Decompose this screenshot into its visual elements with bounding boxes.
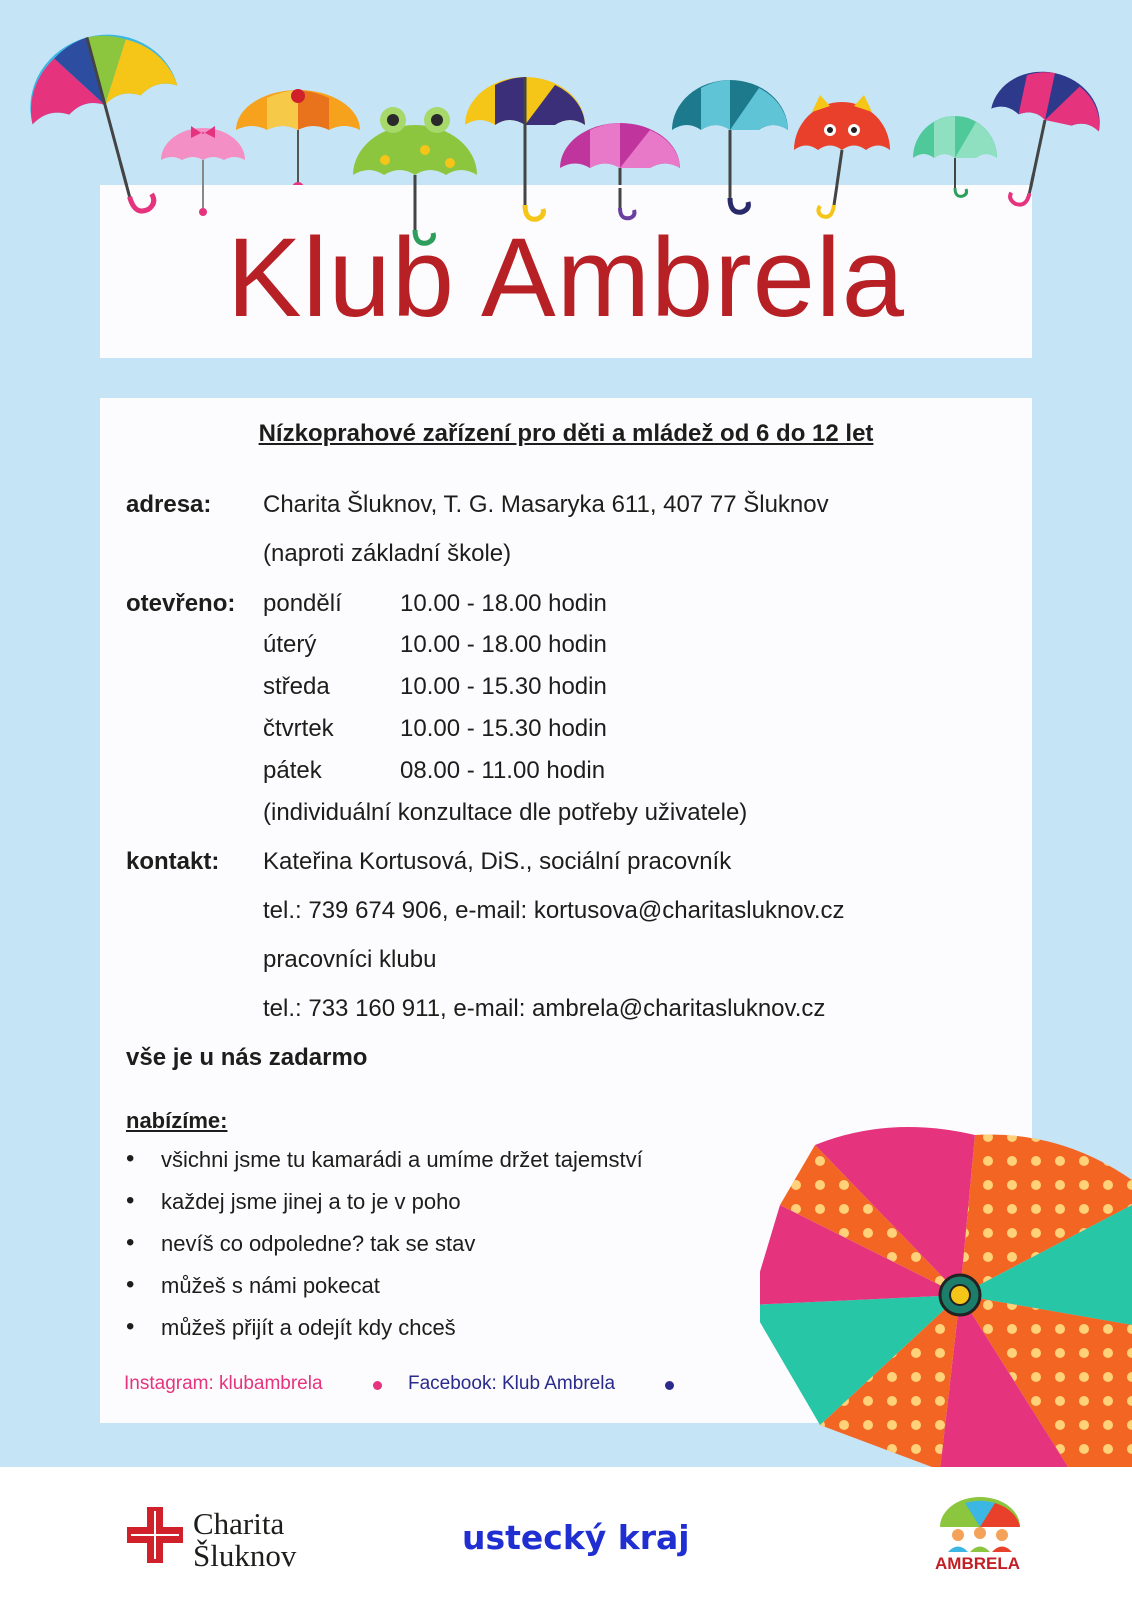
offer-list	[126, 1147, 643, 1357]
list-item: • můžeš přijít a odejít kdy chceš	[126, 1315, 643, 1357]
bullet-dot-icon	[373, 1381, 382, 1390]
day-hours: 08.00 - 11.00 hodin	[400, 757, 606, 784]
contact-staff-phone-email[interactable]: tel.: 733 160 911, e-mail: ambrela@charitasluknov.cz	[263, 995, 826, 1022]
opening-label: otevřeno:	[126, 590, 236, 617]
contact-person: Kateřina Kortusová, DiS., sociální pracovník	[263, 848, 732, 875]
day-label: pátek	[263, 757, 322, 784]
day-hours: 10.00 - 18.00 hodin	[400, 631, 607, 658]
contact-label: kontakt:	[126, 848, 220, 875]
umbrella-icon	[236, 89, 360, 194]
contact-phone-email[interactable]: tel.: 739 674 906, e-mail: kortusova@charitasluknov.cz	[263, 897, 845, 924]
day-label: čtvrtek	[263, 715, 334, 742]
ambrela-logo-icon	[940, 1497, 1020, 1552]
subtitle: Nízkoprahové zařízení pro děti a mládež od 6 do 12 let	[258, 420, 874, 447]
address-note: (naproti základní škole)	[263, 540, 512, 567]
day-hours: 10.00 - 15.30 hodin	[400, 715, 607, 742]
page-title: Klub Ambrela	[226, 215, 906, 340]
contact-staff: pracovníci klubu	[263, 946, 437, 973]
free-note: vše je u nás zadarmo	[126, 1044, 368, 1071]
ustecky-kraj-logo: ustecký kraj	[462, 1518, 690, 1557]
day-label: úterý	[263, 631, 317, 658]
list-item: • všichni jsme tu kamarádi a umíme držet tajemství	[126, 1147, 643, 1189]
day-label: pondělí	[263, 590, 342, 617]
list-item: • nevíš co odpoledne? tak se stav	[126, 1231, 643, 1273]
day-hours: 10.00 - 18.00 hodin	[400, 590, 607, 617]
instagram-link[interactable]: Instagram: klubambrela	[124, 1373, 323, 1394]
address-line: Charita Šluknov, T. G. Masaryka 611, 407 77 Šluknov	[263, 491, 829, 518]
charita-line1: Charita	[193, 1506, 285, 1541]
day-label: středa	[263, 673, 330, 700]
facebook-link[interactable]: Facebook: Klub Ambrela	[408, 1373, 616, 1394]
bullet-dot-icon	[665, 1381, 674, 1390]
day-hours: 10.00 - 15.30 hodin	[400, 673, 607, 700]
address-label: adresa:	[126, 491, 212, 518]
opening-note: (individuální konzultace dle potřeby uživatele)	[263, 799, 748, 826]
ambrela-logo-text: AMBRELA	[935, 1554, 1020, 1573]
charita-line2: Šluknov	[193, 1538, 297, 1573]
offer-title: nabízíme:	[126, 1108, 228, 1133]
list-item: • každej jsme jinej a to je v poho	[126, 1189, 643, 1231]
list-item: • můžeš s námi pokecat	[126, 1273, 643, 1315]
large-umbrella-icon	[760, 1125, 1132, 1470]
charita-logo-text	[193, 1508, 296, 1572]
charita-cross-icon	[127, 1507, 183, 1563]
